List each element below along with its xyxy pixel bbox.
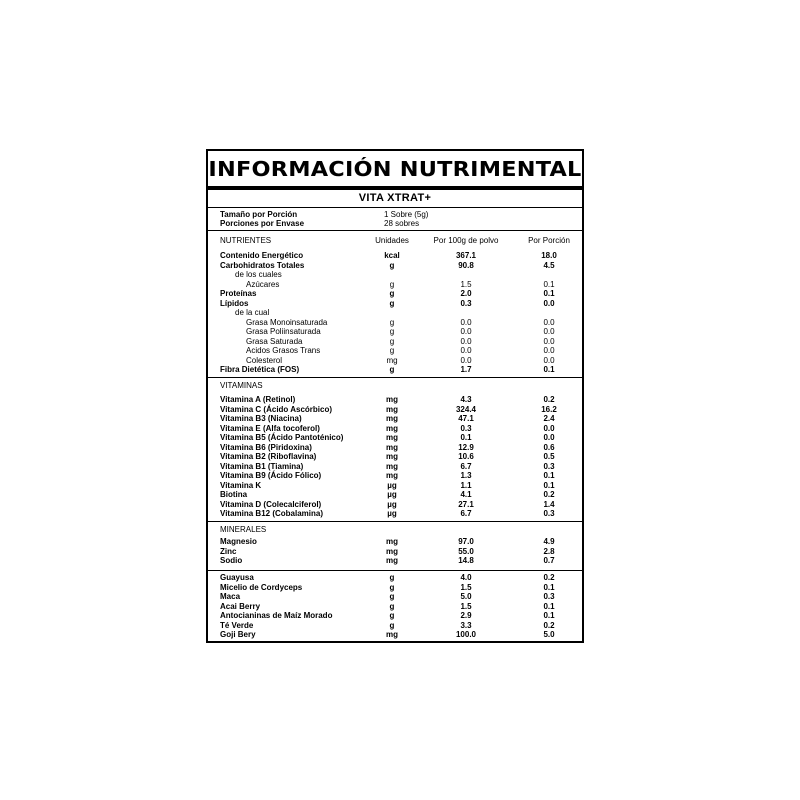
- value-per-serving: 4.9: [543, 537, 555, 546]
- nutrient-name: de la cual: [235, 308, 270, 317]
- header-units: Unidades: [375, 236, 409, 245]
- table-row: [208, 261, 582, 271]
- value-per-serving: 0.7: [543, 556, 555, 565]
- value-per-100g: 4.1: [460, 490, 472, 499]
- nutrient-name: Vitamina C (Ácido Ascórbico): [220, 404, 333, 414]
- nutrient-unit: mg: [386, 630, 398, 639]
- nutrient-name: Vitamina B2 (Riboflavina): [220, 452, 317, 461]
- nutrient-unit: g: [389, 327, 395, 336]
- value-per-100g: 4.3: [460, 395, 472, 404]
- nutrient-name: Vitamina K: [220, 480, 262, 490]
- divider: [208, 521, 582, 522]
- value-per-serving: 0.1: [543, 601, 555, 611]
- value-per-100g: 1.3: [460, 471, 472, 480]
- value-per-100g: 1.1: [460, 480, 472, 490]
- table-row: [208, 462, 582, 472]
- value-per-100g: 0.0: [460, 327, 472, 336]
- value-per-serving: 0.1: [543, 480, 555, 490]
- value-per-100g: 0.1: [460, 433, 472, 442]
- value-per-serving: 4.5: [543, 260, 555, 270]
- nutrient-name: Grasa Poliinsaturada: [246, 327, 321, 336]
- value-per-serving: 0.0: [543, 317, 555, 327]
- value-per-serving: 0.1: [543, 471, 555, 480]
- table-row: [208, 547, 582, 557]
- nutrient-name: Vitamina B5 (Ácido Pantoténico): [220, 433, 344, 442]
- nutrient-name: Micelio de Cordyceps: [220, 582, 303, 592]
- servings-per-container-value: 28 sobres: [384, 219, 420, 228]
- divider: [208, 230, 582, 231]
- value-per-100g: 12.9: [458, 442, 474, 452]
- value-per-serving: 0.3: [543, 592, 555, 601]
- value-per-serving: 0.3: [543, 509, 555, 518]
- table-row: [208, 270, 582, 280]
- vitamins-header-row: [208, 381, 582, 391]
- table-row: [208, 346, 582, 356]
- header-per-serving: Por Porción: [528, 236, 570, 245]
- nutrient-unit: g: [389, 279, 395, 289]
- table-row: [208, 611, 582, 621]
- value-per-100g: 6.7: [460, 461, 472, 471]
- nutrient-unit: g: [389, 289, 395, 298]
- nutrient-name: Zinc: [220, 546, 237, 556]
- nutrient-name: Maca: [220, 592, 241, 601]
- value-per-100g: 55.0: [458, 546, 474, 556]
- nutrient-name: Proteínas: [220, 289, 257, 298]
- nutrient-unit: µg: [387, 480, 397, 490]
- nutrient-unit: mg: [386, 404, 398, 414]
- nutrient-unit: g: [389, 592, 395, 601]
- nutrient-name: Azúcares: [246, 279, 280, 289]
- value-per-100g: 47.1: [458, 414, 474, 423]
- value-per-100g: 0.0: [460, 346, 472, 355]
- value-per-serving: 0.1: [543, 279, 555, 289]
- nutrient-unit: g: [389, 260, 395, 270]
- nutrient-name: Acai Berry: [220, 601, 261, 611]
- nutrient-name: Vitamina B6 (Piridoxina): [220, 442, 312, 452]
- nutrient-name: Fibra Dietética (FOS): [220, 365, 300, 374]
- nutrient-name: Grasa Monoinsaturada: [246, 317, 328, 327]
- table-row: [208, 537, 582, 547]
- nutrient-name: Colesterol: [246, 355, 283, 365]
- nutrient-unit: mg: [386, 546, 398, 556]
- nutrient-name: Té Verde: [220, 620, 254, 630]
- value-per-100g: 1.5: [460, 279, 472, 289]
- value-per-serving: 2.4: [543, 414, 555, 423]
- value-per-100g: 0.0: [460, 355, 472, 365]
- minerals-header: MINERALES: [220, 525, 267, 534]
- value-per-100g: 97.0: [458, 537, 474, 546]
- table-row: [208, 481, 582, 491]
- value-per-100g: 1.5: [460, 601, 472, 611]
- table-row: [208, 630, 582, 640]
- nutrient-unit: mg: [386, 537, 398, 546]
- value-per-serving: 0.0: [543, 433, 555, 442]
- nutrient-name: de los cuales: [235, 270, 282, 279]
- value-per-100g: 0.0: [460, 336, 472, 346]
- header-nutrients: NUTRIENTES: [220, 236, 272, 245]
- value-per-serving: 0.2: [543, 395, 555, 404]
- table-row: [208, 471, 582, 481]
- nutrient-name: Antocianinas de Maíz Morado: [220, 611, 333, 620]
- nutrient-name: Lípidos: [220, 298, 249, 308]
- nutrient-unit: mg: [386, 423, 398, 433]
- divider: [208, 207, 582, 208]
- vitamins-header: VITAMINAS: [220, 381, 263, 390]
- value-per-100g: 1.7: [460, 365, 472, 374]
- value-per-serving: 0.0: [543, 423, 555, 433]
- nutrient-unit: µg: [387, 499, 397, 509]
- nutrient-name: Vitamina B12 (Cobalamina): [220, 509, 323, 518]
- product-name: VITA XTRAT+: [358, 192, 432, 204]
- divider: [208, 570, 582, 571]
- nutrient-unit: g: [389, 365, 395, 374]
- value-per-100g: 2.0: [460, 289, 472, 298]
- value-per-100g: 4.0: [460, 573, 472, 582]
- value-per-serving: 0.1: [543, 582, 555, 592]
- nutrient-unit: mg: [386, 433, 398, 442]
- nutrient-name: Vitamina B9 (Ácido Fólico): [220, 471, 322, 480]
- value-per-serving: 0.0: [543, 327, 555, 336]
- value-per-100g: 367.1: [455, 251, 477, 260]
- serving-size-value: 1 Sobre (5g): [384, 210, 429, 219]
- nutrient-unit: g: [389, 298, 395, 308]
- table-row: [208, 251, 582, 261]
- value-per-100g: 90.8: [458, 260, 474, 270]
- nutrient-unit: g: [389, 620, 395, 630]
- table-row: [208, 414, 582, 424]
- value-per-serving: 0.1: [543, 611, 555, 620]
- value-per-100g: 5.0: [460, 592, 472, 601]
- minerals-header-row: [208, 525, 582, 535]
- nutrient-unit: g: [389, 601, 395, 611]
- nutrient-unit: mg: [386, 452, 398, 461]
- table-row: [208, 509, 582, 519]
- value-per-serving: 18.0: [541, 251, 557, 260]
- table-row: [208, 356, 582, 366]
- servings-per-container-label: Porciones por Envase: [220, 219, 305, 228]
- nutrient-name: Vitamina B1 (Tiamina): [220, 461, 304, 471]
- value-per-100g: 0.3: [460, 298, 472, 308]
- nutrient-unit: mg: [386, 395, 398, 404]
- nutrient-name: Acidos Grasos Trans: [246, 346, 321, 355]
- table-row: [208, 443, 582, 453]
- table-row: [208, 592, 582, 602]
- label-title: INFORMACIÓN NUTRIMENTAL: [208, 157, 582, 181]
- value-per-serving: 0.1: [543, 365, 555, 374]
- nutrient-name: Vitamina E (Alfa tocoferol): [220, 423, 320, 433]
- table-row: [208, 490, 582, 500]
- table-row: [208, 365, 582, 375]
- column-headers: [208, 236, 582, 246]
- table-row: [208, 299, 582, 309]
- nutrient-name: Contenido Energético: [220, 251, 304, 260]
- nutrient-name: Goji Bery: [220, 630, 256, 639]
- value-per-serving: 0.3: [543, 461, 555, 471]
- servings-per-container-value-row: [208, 219, 582, 229]
- nutrient-unit: g: [389, 346, 395, 355]
- nutrient-name: Vitamina A (Retinol): [220, 395, 296, 404]
- serving-size-label: Tamaño por Porción: [220, 210, 298, 219]
- nutrient-unit: mg: [386, 355, 398, 365]
- value-per-100g: 10.6: [458, 452, 474, 461]
- value-per-serving: 0.1: [543, 289, 555, 298]
- value-per-serving: 0.2: [543, 620, 555, 630]
- table-row: [208, 556, 582, 566]
- table-row: [208, 433, 582, 443]
- table-row: [208, 424, 582, 434]
- value-per-100g: 14.8: [458, 556, 474, 565]
- nutrient-unit: kcal: [384, 251, 400, 260]
- value-per-serving: 0.0: [543, 355, 555, 365]
- header-per-100g: Por 100g de polvo: [433, 236, 499, 245]
- table-row: [208, 308, 582, 318]
- nutrient-name: Biotina: [220, 490, 248, 499]
- nutrient-unit: mg: [386, 414, 398, 423]
- table-row: [208, 621, 582, 631]
- table-row: [208, 318, 582, 328]
- nutrient-name: Carbohidratos Totales: [220, 260, 305, 270]
- value-per-serving: 2.8: [543, 546, 555, 556]
- table-row: [208, 405, 582, 415]
- value-per-100g: 324.4: [455, 404, 477, 414]
- value-per-100g: 6.7: [460, 509, 472, 518]
- nutrient-name: Magnesio: [220, 537, 257, 546]
- value-per-serving: 0.6: [543, 442, 555, 452]
- nutrient-unit: mg: [386, 461, 398, 471]
- table-row: [208, 573, 582, 583]
- value-per-serving: 0.0: [543, 346, 555, 355]
- table-row: [208, 289, 582, 299]
- nutrition-label: [206, 149, 584, 643]
- nutrient-unit: mg: [386, 556, 398, 565]
- nutrient-unit: µg: [387, 490, 397, 499]
- value-per-100g: 3.3: [460, 620, 472, 630]
- table-row: [208, 337, 582, 347]
- nutrient-name: Grasa Saturada: [246, 336, 303, 346]
- table-row: [208, 327, 582, 337]
- value-per-serving: 5.0: [543, 630, 555, 639]
- nutrient-unit: µg: [387, 509, 397, 518]
- nutrient-name: Sodio: [220, 556, 243, 565]
- value-per-100g: 100.0: [455, 630, 477, 639]
- value-per-100g: 0.0: [460, 317, 472, 327]
- table-row: [208, 602, 582, 612]
- value-per-serving: 0.0: [543, 298, 555, 308]
- value-per-serving: 0.2: [543, 490, 555, 499]
- nutrient-unit: g: [389, 573, 395, 582]
- value-per-serving: 0.2: [543, 573, 555, 582]
- value-per-100g: 1.5: [460, 582, 472, 592]
- value-per-100g: 0.3: [460, 423, 472, 433]
- nutrient-unit: g: [389, 582, 395, 592]
- table-row: [208, 583, 582, 593]
- nutrient-unit: g: [389, 336, 395, 346]
- table-row: [208, 395, 582, 405]
- nutrient-unit: mg: [386, 442, 398, 452]
- value-per-serving: 0.5: [543, 452, 555, 461]
- nutrient-unit: g: [389, 317, 395, 327]
- value-per-100g: 2.9: [460, 611, 472, 620]
- nutrient-name: Vitamina D (Colecalciferol): [220, 499, 322, 509]
- table-row: [208, 500, 582, 510]
- value-per-serving: 1.4: [543, 499, 555, 509]
- value-per-100g: 27.1: [458, 499, 474, 509]
- divider: [208, 377, 582, 378]
- nutrient-name: Vitamina B3 (Niacina): [220, 414, 302, 423]
- thick-divider: [208, 186, 582, 190]
- value-per-serving: 0.0: [543, 336, 555, 346]
- table-row: [208, 452, 582, 462]
- table-row: [208, 280, 582, 290]
- nutrient-unit: g: [389, 611, 395, 620]
- nutrient-name: Guayusa: [220, 573, 254, 582]
- value-per-serving: 16.2: [541, 404, 557, 414]
- nutrient-unit: mg: [386, 471, 398, 480]
